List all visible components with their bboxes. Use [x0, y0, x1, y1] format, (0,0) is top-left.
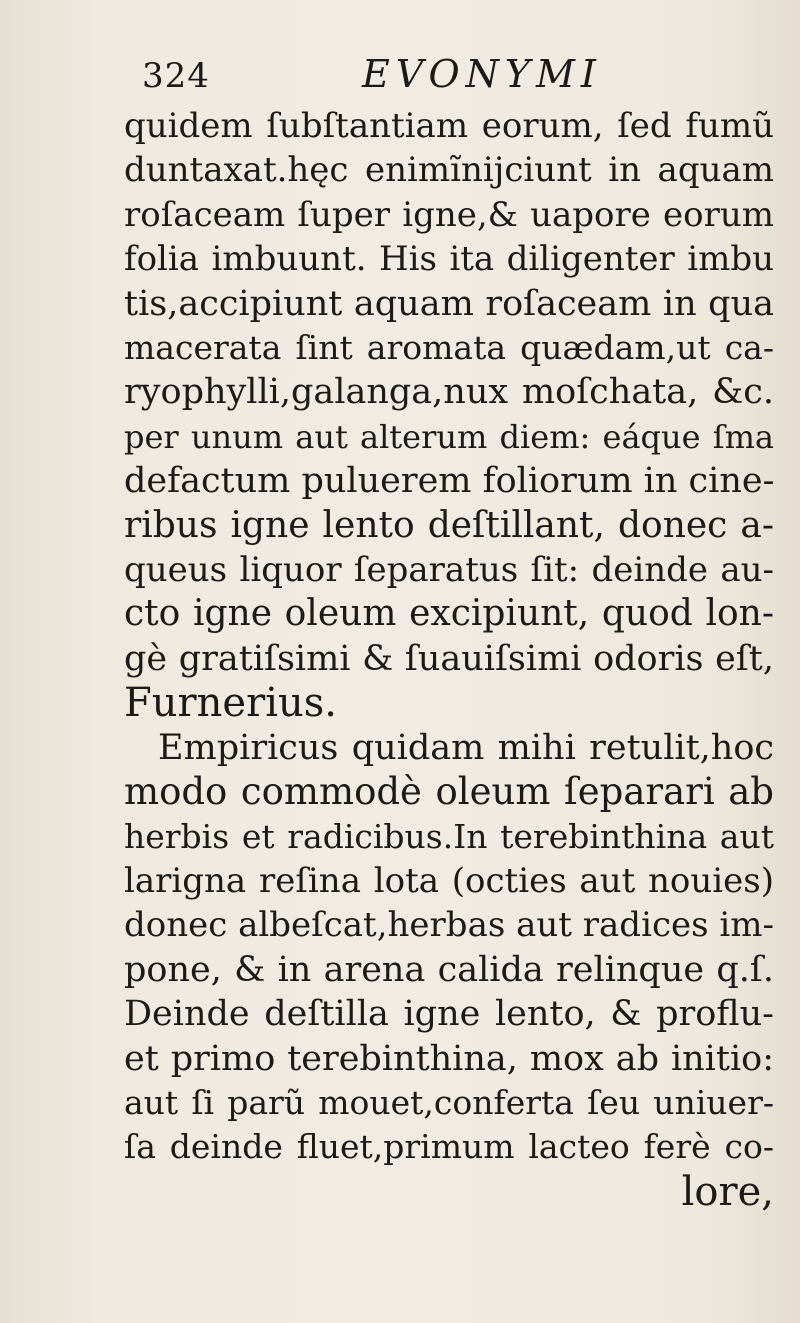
text-line: gè gratiſsimi & ſuauiſsimi odoris eſt,	[124, 638, 774, 679]
text-line: ſa deinde fluet,primum lacteo ferè co-	[124, 1127, 774, 1167]
page-number: 324	[142, 56, 210, 96]
text-line: quidem ſubſtantiam eorum, ſed fumũ	[124, 106, 774, 146]
text-line: Furnerius.	[124, 680, 337, 727]
text-line: et primo terebinthina, mox ab initio:	[124, 1038, 774, 1079]
text-line: queus liquor ſeparatus ſit: deinde au-	[124, 550, 774, 591]
text-line: larigna reſina lota (octies aut nouies)	[124, 860, 774, 901]
text-line: donec albeſcat,herbas aut radices im-	[124, 905, 774, 946]
text-line: cto igne oleum excipiunt, quod lon-	[124, 593, 774, 635]
text-line: defactum puluerem foliorum in cine-	[124, 461, 775, 502]
text-line: roſaceam ſuper igne,& uapore eorum	[124, 194, 774, 235]
catchword: lore,	[681, 1168, 774, 1215]
text-line: tis,accipiunt aquam roſaceam in qua	[124, 283, 774, 324]
text-line: pone, & in arena calida relinque q.ſ.	[124, 949, 774, 990]
text-line: per unum aut alterum diem: eáque ſma	[124, 417, 774, 456]
text-line: modo commodè oleum ſeparari ab	[124, 770, 774, 814]
paragraph-start-line: Empiricus quidam mihi retulit,hoc	[158, 727, 774, 768]
text-line: aut ſi parũ mouet,conferta ſeu uniuer-	[124, 1082, 774, 1122]
text-line: duntaxat.hęc enimĩnijciunt in aquam	[124, 150, 774, 191]
text-line: Deinde deſtilla igne lento, & proflu-	[124, 994, 774, 1035]
text-line: ribus igne lento deſtillant, donec a-	[124, 504, 774, 546]
running-head: EVONYMI	[362, 52, 602, 96]
text-line: macerata ſint aromata quædam,ut ca-	[124, 328, 774, 368]
text-line: folia imbuunt. His ita diligenter imbu	[124, 239, 774, 280]
text-line: herbis et radicibus.In terebinthina aut	[124, 816, 774, 856]
body-text	[124, 104, 774, 1214]
text-line: ryophylli,galanga,nux moſchata, &c.	[124, 372, 774, 413]
page-header	[142, 38, 740, 100]
